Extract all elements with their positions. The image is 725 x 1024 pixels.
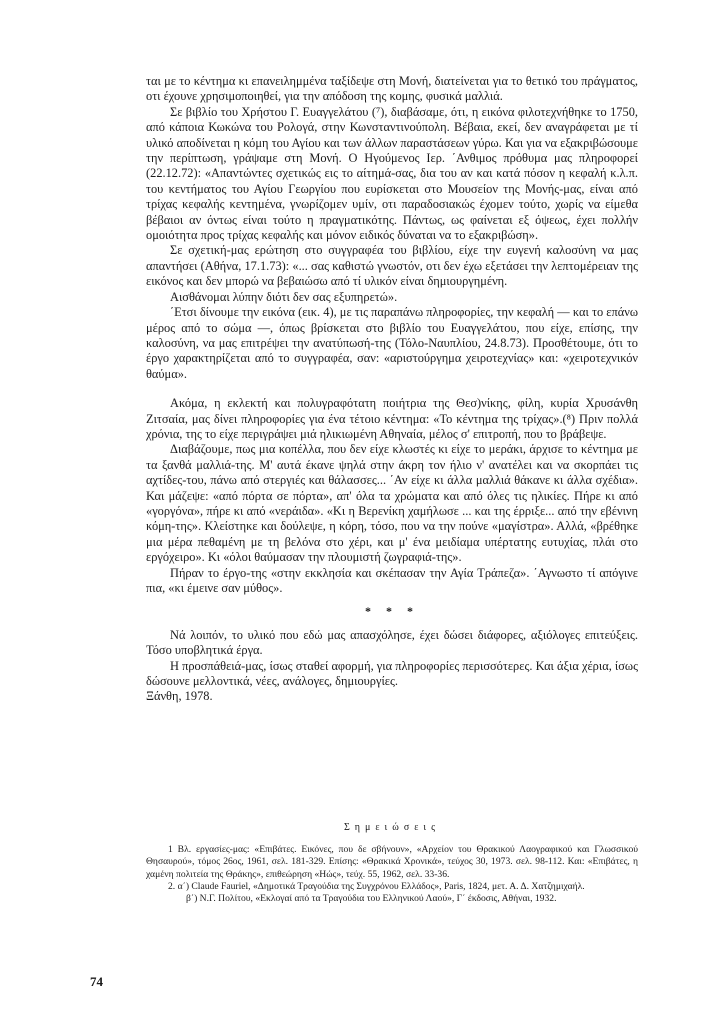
body-text (146, 74, 638, 705)
paragraph-1: ται με το κέντημα κι επανειλημμένα ταξίδεψε στη Μονή, διατείνεται για το θετικό του πράγματος, οτι έχουνε χρησιμοποιηθεί, για την απόδοση της κομης, φυσικά μαλλιά. (146, 74, 638, 104)
footnote-1: 1 Βλ. εργασίες-μας: «Επιβάτες. Εικόνες, που δε σβήνουν», «Αρχείον του Θρακικού Λαογραφικού και Γλωσσικού Θησαυρού», τόμος 26ος, 1961, σελ. 181-329. Επίσης: «Θρακικά Χρονικά», τεύχος 30, 1973. σελ. 98-112. Και: «Επιβάτες, η χαμένη πολιτεία της Θράκης», επιθεώρηση «Ηώς», τεύχ. 55, 1962, σελ. 33-36. (146, 844, 638, 880)
footnote-2a: 2. α΄) Claude Fauriel, «Δημοτικά Τραγούδια της Συγχρόνου Ελλάδος», Paris, 1824, μετ. Α. Δ. Χατζημιχαήλ. (168, 880, 585, 892)
paragraph-2: Σε βιβλίο του Χρήστου Γ. Ευαγγελάτου (⁷), διαβάσαμε, ότι, η εικόνα φιλοτεχνήθηκε το 1750, από κάποια Κωκώνα του Ρολογά, στην Κωνσταντινούπολη. Βέβαια, εκεί, δεν αναγράφεται με τί υλικό αποδίνεται η κόμη του Αγίου και των άλλων παραστάσεων γύρω. Και για να εξακριβώσουμε την περίπτωση, γράψαμε στη Μονή. Ο Ηγούμενος Ιερ. ΄Ανθιμος πρόθυμα μας πληροφορεί (22.12.72): «Απαντώντες σχετικώς εις το αίτημά-σας, δια του αν και κατά πόσον η κεφαλή κ.λ.π. του κεντήματος του Αγίου Γεωργίου που ευρίσκεται στο Μουσείον της Μονής-μας, είναι από τρίχας κεφαλής κεντημένα, γνωρίζομεν υμίν, οτι παραδοσιακώς έχομεν τούτο, χωρίς να είμεθα βέβαιοι αν όντως είναι τούτο η πραγματικότης. Πάντως, ως φαίνεται εξ όψεως, έχει πολλήν ομοιότητα προς τρίχας κεφαλής και μόνον ειδικός δύναται να το εξακριβώση». (146, 104, 638, 243)
paragraph-5: ΄Ετσι δίνουμε την εικόνα (εικ. 4), με τις παραπάνω πληροφορίες, την κεφαλή — και το επάνω μέρος από το σώμα —, όπως βρίσκεται στο βιβλίο του Ευαγγελάτου, που είχε, επίσης, την καλοσύνη, να μας επιτρέψει την ανατύπωσή-της (Τόλο-Ναυπλίου, 24.8.73). Προσθέτουμε, ότι το έργο χαρακτηρίζεται από το συγγραφέα, σαν: «αριστούργημα χειροτεχνίας» και: «χειροτεχνικόν θαύμα». (146, 305, 638, 381)
paragraph-3: Σε σχετική-μας ερώτηση στο συγγραφέα του βιβλίου, είχε την ευγενή καλοσύνη να μας απαντήσει (Αθήνα, 17.1.73): «... σας καθιστώ γνωστόν, οτι δεν έχω εξετάσει την λεπτομέρειαν της εικόνος και δεν μπορώ να βεβαιώσω από τί υλικόν είναι δημιουργημένη. (146, 243, 638, 289)
paragraph-7: Διαβάζουμε, πως μια κοπέλλα, που δεν είχε κλωστές κι είχε το μεράκι, άρχισε το κέντημα με τα ξανθά μαλλιά-της. Μ' αυτά έκανε ψηλά στην άκρη τον ήλιο ν' ανατέλει και να σκορπάει τις αχτίδες-του, πάνω από στεργιές και θάλασσες... ΄Αν είχε κι άλλα μαλλιά θάκανε κι άλλα σχέδια». Και μάζεψε: «από πόρτα σε πόρτα», απ' όλα τα χρώματα και από όλες τις ηλικίες. Πήρε κι από «γοργόνα», πήρε κι από «νεράιδα». «Κι η Βερενίκη χαμήλωσε ... και της έρριξε... από την εβένινη κόμη-της». Κλείστηκε και δούλεψε, η κόρη, τόσο, που να την πούνε «μαγίστρα». Αλλά, «βρέθηκε μια μέρα πεθαμένη με τη βελόνα στο χέρι, και μ' ένα μειδίαμα υπέρτατης ευτυχίας, πλάι στο εργόχειρο». Κι «όλοι θαύμασαν την πλουμιστή ζωγραφιά-της». (146, 442, 638, 565)
footnote-2b: β΄) Ν.Γ. Πολίτου, «Εκλογαί από τα Τραγούδια του Ελληνικού Λαού», Γ΄ έκδοσις, Αθήναι, 1932. (186, 893, 557, 905)
paragraph-4: Αισθάνομαι λύπην διότι δεν σας εξυπηρετώ». (170, 289, 398, 304)
section-separator: * * * (365, 604, 419, 619)
place-date: Ξάνθη, 1978. (146, 689, 213, 704)
paragraph-8: Πήραν το έργο-της «στην εκκλησία και σκέπασαν την Αγία Τράπεζα». ΄Αγνωστο τί απόγινε πια, «κι έμεινε σαν μύθος». (146, 565, 638, 595)
page-number: 74 (90, 974, 103, 989)
paragraph-10: Η προσπάθειά-μας, ίσως σταθεί αφορμή, για πληροφορίες περισσότερες. Και άξια χέρια, ίσως δώσουνε μελλοντικά, νέες, ανάλογες, δημιουργίες. (146, 658, 638, 689)
paragraph-9: Νά λοιπόν, το υλικό που εδώ μας απασχόλησε, έχει δώσει διάφορες, αξιόλογες επιτεύξεις. Τόσο υποβλητικά έργα. (146, 627, 638, 658)
paragraph-6: Ακόμα, η εκλεκτή και πολυγραφότατη ποιήτρια της Θεσ)νίκης, φίλη, κυρία Χρυσάνθη Ζιτσαία, μας δίνει πληροφορίες για ένα τέτοιο κέντημα: «Το κέντημα της τρίχας».(⁸) Πριν πολλά χρόνια, της το είχε περιγράψει μιά ηλικιωμένη Αθηναία, μέλος σ' επιτροπή, που το βράβεψε. (146, 396, 638, 441)
footnotes (146, 822, 638, 905)
footnotes-heading: Σημειώσεις (343, 822, 441, 833)
